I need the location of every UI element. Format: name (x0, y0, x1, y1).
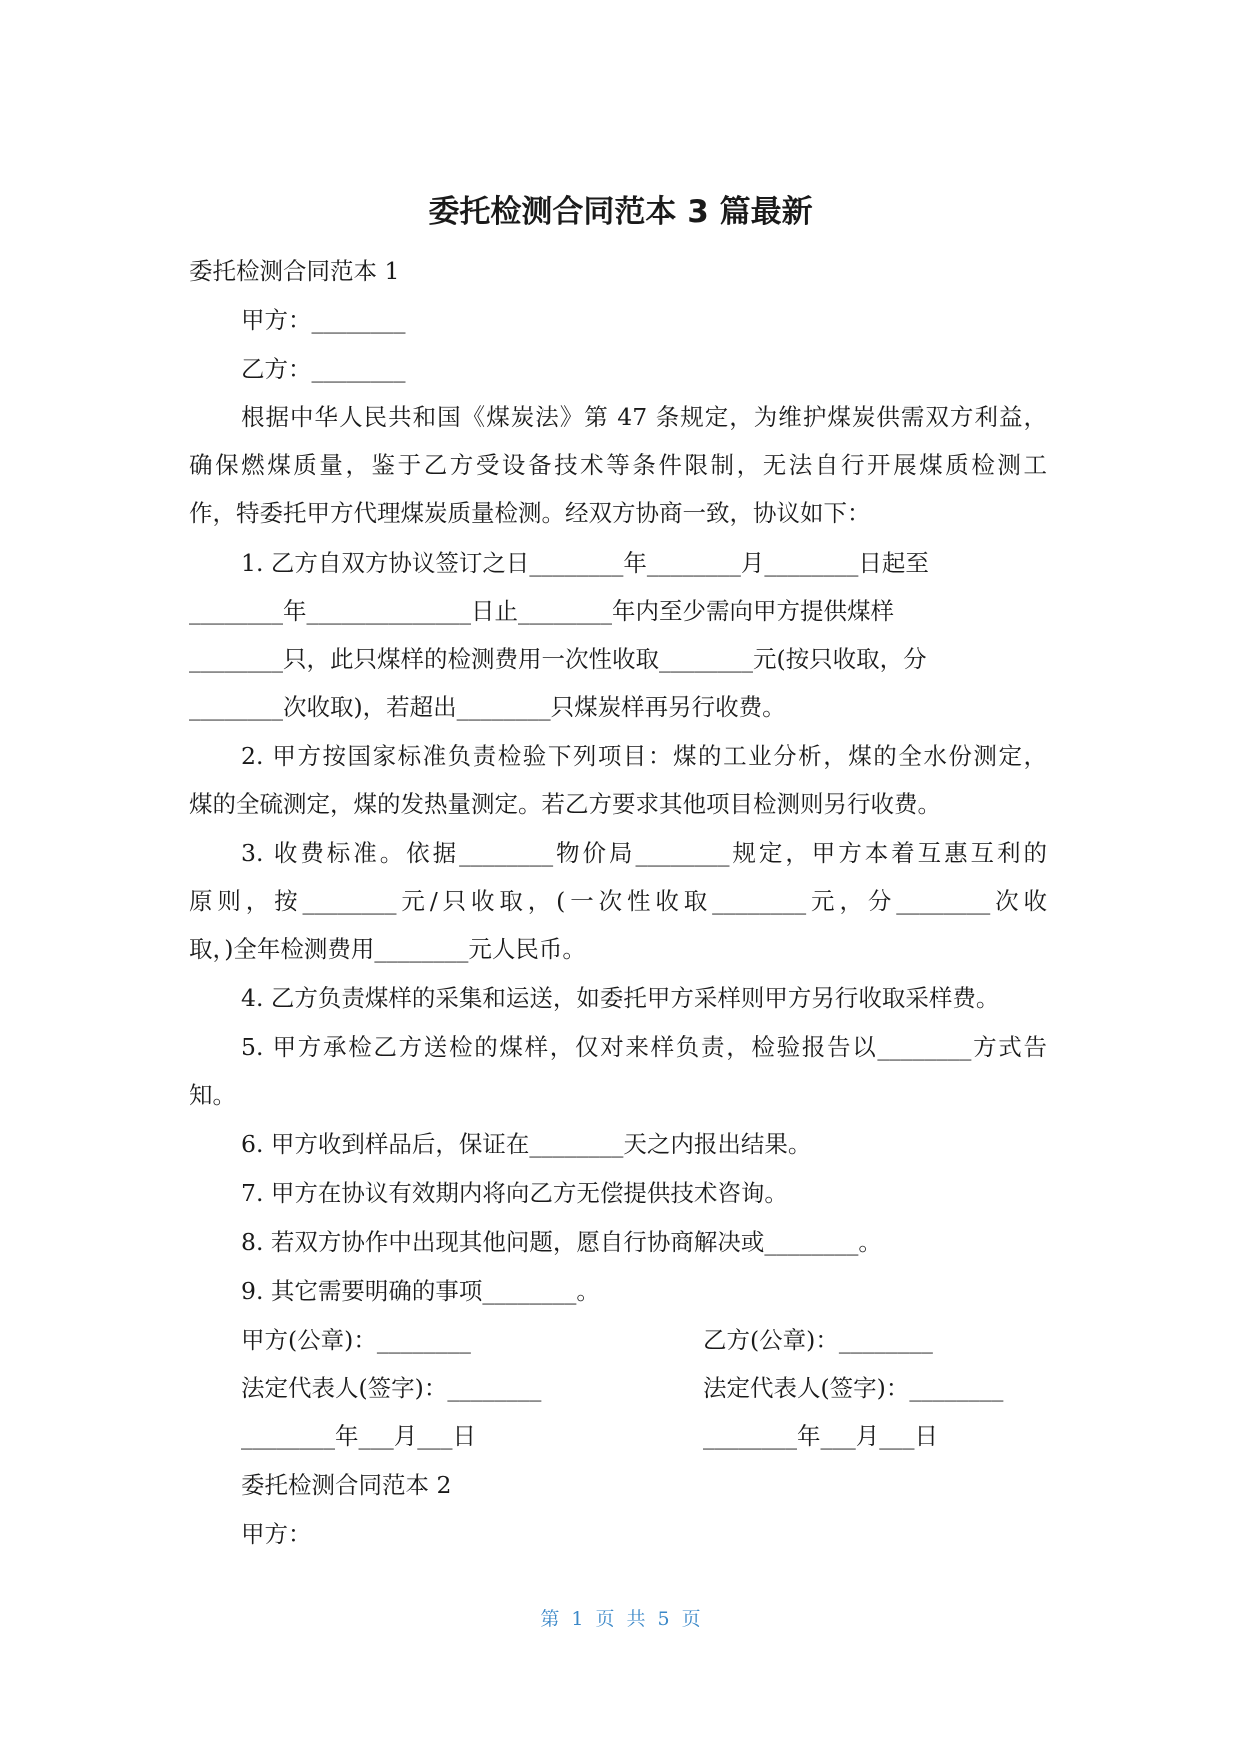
party-b-representative: 法定代表人(签字)：________ (703, 1374, 1004, 1402)
intro-line-2: 确保燃煤质量，鉴于乙方受设备技术等条件限制，无法自行开展煤质检测工 (189, 451, 1047, 479)
party-a-line: 甲方：________ (241, 306, 406, 334)
party-a-representative: 法定代表人(签字)：________ (241, 1374, 542, 1402)
clause-2-line-2: 煤的全硫测定，煤的发热量测定。若乙方要求其他项目检测则另行收费。 (189, 790, 941, 818)
section-heading-2: 委托检测合同范本 2 (241, 1471, 452, 1499)
document-title: 委托检测合同范本 3 篇最新 (428, 194, 813, 230)
party-b-date: ________年___月___日 (703, 1422, 938, 1450)
clause-7: 7. 甲方在协议有效期内将向乙方无偿提供技术咨询。 (241, 1179, 788, 1207)
party-a-seal: 甲方(公章)：________ (241, 1326, 471, 1354)
clause-3-line-1: 3. 收费标准。依据________物价局________规定，甲方本着互惠互利的 (241, 839, 1047, 867)
section-2-party-a: 甲方： (241, 1520, 312, 1548)
clause-8: 8. 若双方协作中出现其他问题，愿自行协商解决或________。 (241, 1228, 882, 1256)
clause-5-line-1: 5. 甲方承检乙方送检的煤样，仅对来样负责，检验报告以________方式告 (241, 1033, 1047, 1061)
clause-6: 6. 甲方收到样品后，保证在________天之内报出结果。 (241, 1130, 812, 1158)
clause-1-line-1: 1. 乙方自双方协议签订之日________年________月________日起至 (241, 549, 929, 577)
clause-2-line-1: 2. 甲方按国家标准负责检验下列项目：煤的工业分析，煤的全水份测定， (241, 742, 1047, 770)
clause-4: 4. 乙方负责煤样的采集和运送，如委托甲方采样则甲方另行收取采样费。 (241, 984, 1000, 1012)
intro-line-1: 根据中华人民共和国《煤炭法》第 47 条规定，为维护煤炭供需双方利益， (241, 403, 1047, 431)
section-heading-1: 委托检测合同范本 1 (189, 257, 400, 285)
party-b-line: 乙方：________ (241, 355, 406, 383)
clause-3-line-3: 取，)全年检测费用________元人民币。 (189, 935, 586, 963)
party-a-date: ________年___月___日 (241, 1422, 476, 1450)
clause-1-line-2: ________年______________日止________年内至少需向甲方提供煤样 (189, 597, 894, 625)
clause-1-line-3: ________只，此只煤样的检测费用一次性收取________元(按只收取，分 (189, 645, 927, 673)
page-number-footer: 第 1 页 共 5 页 (540, 1608, 701, 1630)
clause-9: 9. 其它需要明确的事项________。 (241, 1277, 600, 1305)
intro-line-3: 作，特委托甲方代理煤炭质量检测。经双方协商一致，协议如下： (189, 499, 871, 527)
party-b-seal: 乙方(公章)：________ (703, 1326, 933, 1354)
clause-3-line-2: 原则，按________元/只收取，(一次性收取________元，分________次收 (189, 887, 1047, 915)
clause-1-line-4: ________次收取)，若超出________只煤炭样再另行收费。 (189, 693, 786, 721)
clause-5-line-2: 知。 (189, 1081, 236, 1109)
